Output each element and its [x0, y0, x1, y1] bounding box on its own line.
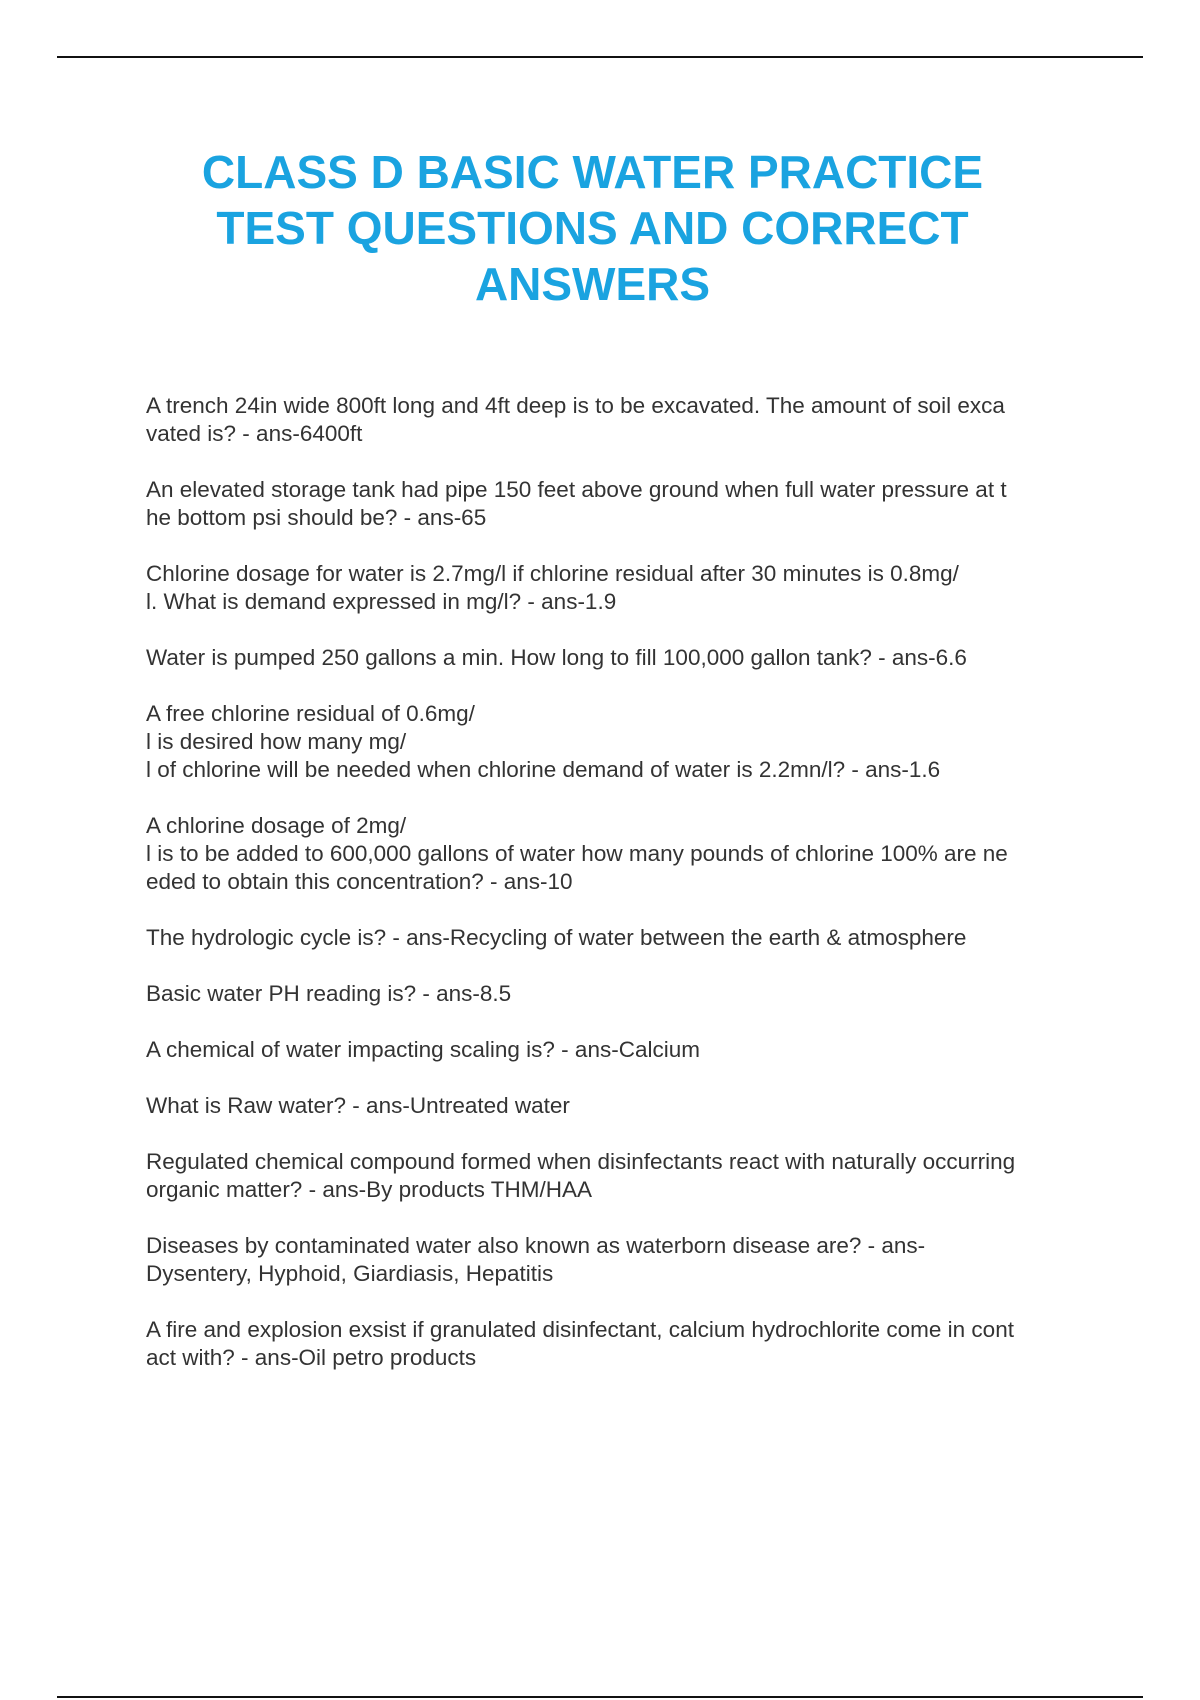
question-item-6: A chlorine dosage of 2mg/ l is to be added to 600,000 gallons of water how many pounds of chlorine 100% are ne eded to obtain this concentration? - ans-10: [146, 813, 1008, 894]
question-item-11: Regulated chemical compound formed when disinfectants react with naturally occurring organic matter? - ans-By products THM/HAA: [146, 1149, 1016, 1202]
question-item-3: Chlorine dosage for water is 2.7mg/l if chlorine residual after 30 minutes is 0.8mg/ l. What is demand expressed in mg/l? - ans-1.9: [146, 561, 959, 614]
question-item-1: A trench 24in wide 800ft long and 4ft deep is to be excavated. The amount of soil exca vated is? - ans-6400ft: [146, 393, 1005, 446]
question-item-12: Diseases by contaminated water also known as waterborn disease are? - ans- Dysentery, Hyphoid, Giardiasis, Hepatitis: [146, 1233, 926, 1286]
question-item-13: A fire and explosion exsist if granulated disinfectant, calcium hydrochlorite come in cont act with? - ans-Oil petro products: [146, 1317, 1014, 1370]
question-item-5: A free chlorine residual of 0.6mg/ l is desired how many mg/ l of chlorine will be needed when chlorine demand of water is 2.2mn/l? - ans-1.6: [146, 701, 941, 782]
question-item-4: Water is pumped 250 gallons a min. How long to fill 100,000 gallon tank? - ans-6.6: [146, 645, 967, 670]
question-item-8: Basic water PH reading is? - ans-8.5: [146, 981, 512, 1006]
question-item-10: What is Raw water? - ans-Untreated water: [146, 1093, 570, 1118]
footer-rule: [57, 1696, 1143, 1698]
question-item-9: A chemical of water impacting scaling is? - ans-Calcium: [146, 1037, 700, 1062]
question-item-7: The hydrologic cycle is? - ans-Recycling of water between the earth & atmosphere: [146, 925, 967, 950]
question-list: [146, 392, 1096, 1400]
question-item-2: An elevated storage tank had pipe 150 feet above ground when full water pressure at t he bottom psi should be? - ans-65: [146, 477, 1007, 530]
header-rule: [57, 56, 1143, 58]
document-title: CLASS D BASIC WATER PRACTICE TEST QUESTIONS AND CORRECT ANSWERS: [201, 146, 984, 310]
